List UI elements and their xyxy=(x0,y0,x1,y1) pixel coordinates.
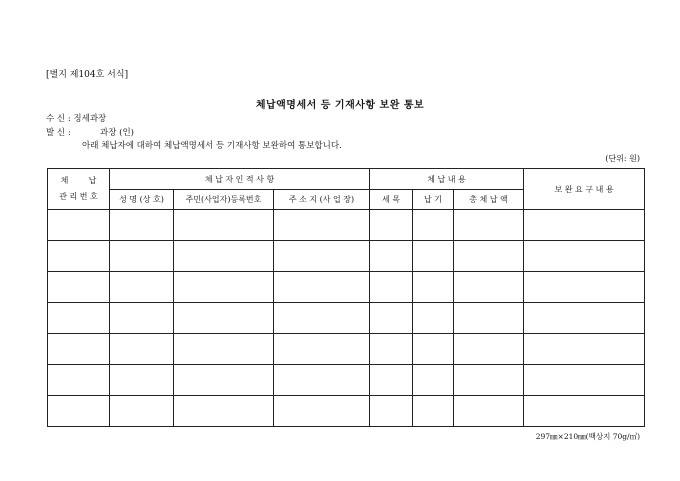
header-total-arrears: 총 체 납 액 xyxy=(454,190,524,210)
cell-name[interactable] xyxy=(110,303,174,334)
cell-total-arrears[interactable] xyxy=(454,210,524,241)
cell-total-arrears[interactable] xyxy=(454,272,524,303)
cell-supplement-request[interactable] xyxy=(524,396,645,427)
table-body xyxy=(48,210,645,427)
paper-spec-footer: 297㎜×210㎜(백상지 70g/㎡) xyxy=(535,432,640,441)
cell-registration-number[interactable] xyxy=(174,272,274,303)
cell-supplement-request[interactable] xyxy=(524,334,645,365)
cell-due-date[interactable] xyxy=(413,241,454,272)
cell-address[interactable] xyxy=(274,241,370,272)
cell-total-arrears[interactable] xyxy=(454,303,524,334)
cell-name[interactable] xyxy=(110,210,174,241)
cell-name[interactable] xyxy=(110,334,174,365)
cell-management-number[interactable] xyxy=(48,210,110,241)
cell-due-date[interactable] xyxy=(413,334,454,365)
unit-label: (단위: 원) xyxy=(605,154,640,163)
table-header-row-1 xyxy=(48,169,645,190)
form-number-label: [별지 제104호 서식] xyxy=(46,70,129,80)
table-row xyxy=(48,365,645,396)
table-row xyxy=(48,272,645,303)
cell-management-number[interactable] xyxy=(48,396,110,427)
header-address: 주 소 지 (사 업 장) xyxy=(274,190,370,210)
cell-name[interactable] xyxy=(110,272,174,303)
cell-management-number[interactable] xyxy=(48,241,110,272)
cell-tax-item[interactable] xyxy=(370,303,413,334)
table-row xyxy=(48,334,645,365)
header-management-number-line2: 관 리 번 호 xyxy=(59,192,98,201)
header-arrears-content: 체 납 내 용 xyxy=(370,169,524,190)
header-tax-item: 세 목 xyxy=(370,190,413,210)
cell-due-date[interactable] xyxy=(413,272,454,303)
cell-management-number[interactable] xyxy=(48,272,110,303)
cell-supplement-request[interactable] xyxy=(524,365,645,396)
cell-supplement-request[interactable] xyxy=(524,210,645,241)
header-management-number-line1: 체 납 xyxy=(60,176,97,185)
table-row xyxy=(48,303,645,334)
cell-tax-item[interactable] xyxy=(370,272,413,303)
cell-management-number[interactable] xyxy=(48,365,110,396)
cell-due-date[interactable] xyxy=(413,365,454,396)
header-supplement-request: 보 완 요 구 내 용 xyxy=(524,169,645,210)
cell-registration-number[interactable] xyxy=(174,210,274,241)
cell-registration-number[interactable] xyxy=(174,303,274,334)
cell-registration-number[interactable] xyxy=(174,396,274,427)
sender-department: 과장 (인) xyxy=(100,128,134,138)
header-name: 성 명 (상 호) xyxy=(110,190,174,210)
document-title: 체납액명세서 등 기재사항 보완 통보 xyxy=(255,100,425,111)
cell-due-date[interactable] xyxy=(413,396,454,427)
cell-supplement-request[interactable] xyxy=(524,241,645,272)
cell-name[interactable] xyxy=(110,365,174,396)
cell-due-date[interactable] xyxy=(413,210,454,241)
sender-label: 발 신 : xyxy=(46,128,71,138)
cell-name[interactable] xyxy=(110,241,174,272)
supplement-request-table xyxy=(47,168,645,427)
cell-total-arrears[interactable] xyxy=(454,396,524,427)
cell-registration-number[interactable] xyxy=(174,365,274,396)
table-row xyxy=(48,396,645,427)
table-row xyxy=(48,210,645,241)
cell-address[interactable] xyxy=(274,303,370,334)
cell-tax-item[interactable] xyxy=(370,210,413,241)
cell-total-arrears[interactable] xyxy=(454,365,524,396)
cell-management-number[interactable] xyxy=(48,334,110,365)
cell-address[interactable] xyxy=(274,365,370,396)
header-registration-number: 주민(사업자)등록번호 xyxy=(174,190,274,210)
table-row xyxy=(48,241,645,272)
cell-address[interactable] xyxy=(274,396,370,427)
cell-management-number[interactable] xyxy=(48,303,110,334)
cell-tax-item[interactable] xyxy=(370,241,413,272)
cell-registration-number[interactable] xyxy=(174,334,274,365)
notice-body-text: 아래 체납자에 대하여 체납액명세서 등 기재사항 보완하여 통보합니다. xyxy=(82,141,342,151)
recipient-line: 수 신 : 징세과장 xyxy=(46,114,107,124)
cell-due-date[interactable] xyxy=(413,303,454,334)
cell-address[interactable] xyxy=(274,210,370,241)
cell-address[interactable] xyxy=(274,272,370,303)
header-due-date: 납 기 xyxy=(413,190,454,210)
cell-registration-number[interactable] xyxy=(174,241,274,272)
header-taxpayer-info: 체 납 자 인 적 사 항 xyxy=(110,169,370,190)
cell-supplement-request[interactable] xyxy=(524,272,645,303)
cell-name[interactable] xyxy=(110,396,174,427)
cell-tax-item[interactable] xyxy=(370,396,413,427)
cell-supplement-request[interactable] xyxy=(524,303,645,334)
cell-total-arrears[interactable] xyxy=(454,334,524,365)
header-management-number xyxy=(48,169,110,210)
cell-address[interactable] xyxy=(274,334,370,365)
cell-tax-item[interactable] xyxy=(370,334,413,365)
cell-tax-item[interactable] xyxy=(370,365,413,396)
cell-total-arrears[interactable] xyxy=(454,241,524,272)
